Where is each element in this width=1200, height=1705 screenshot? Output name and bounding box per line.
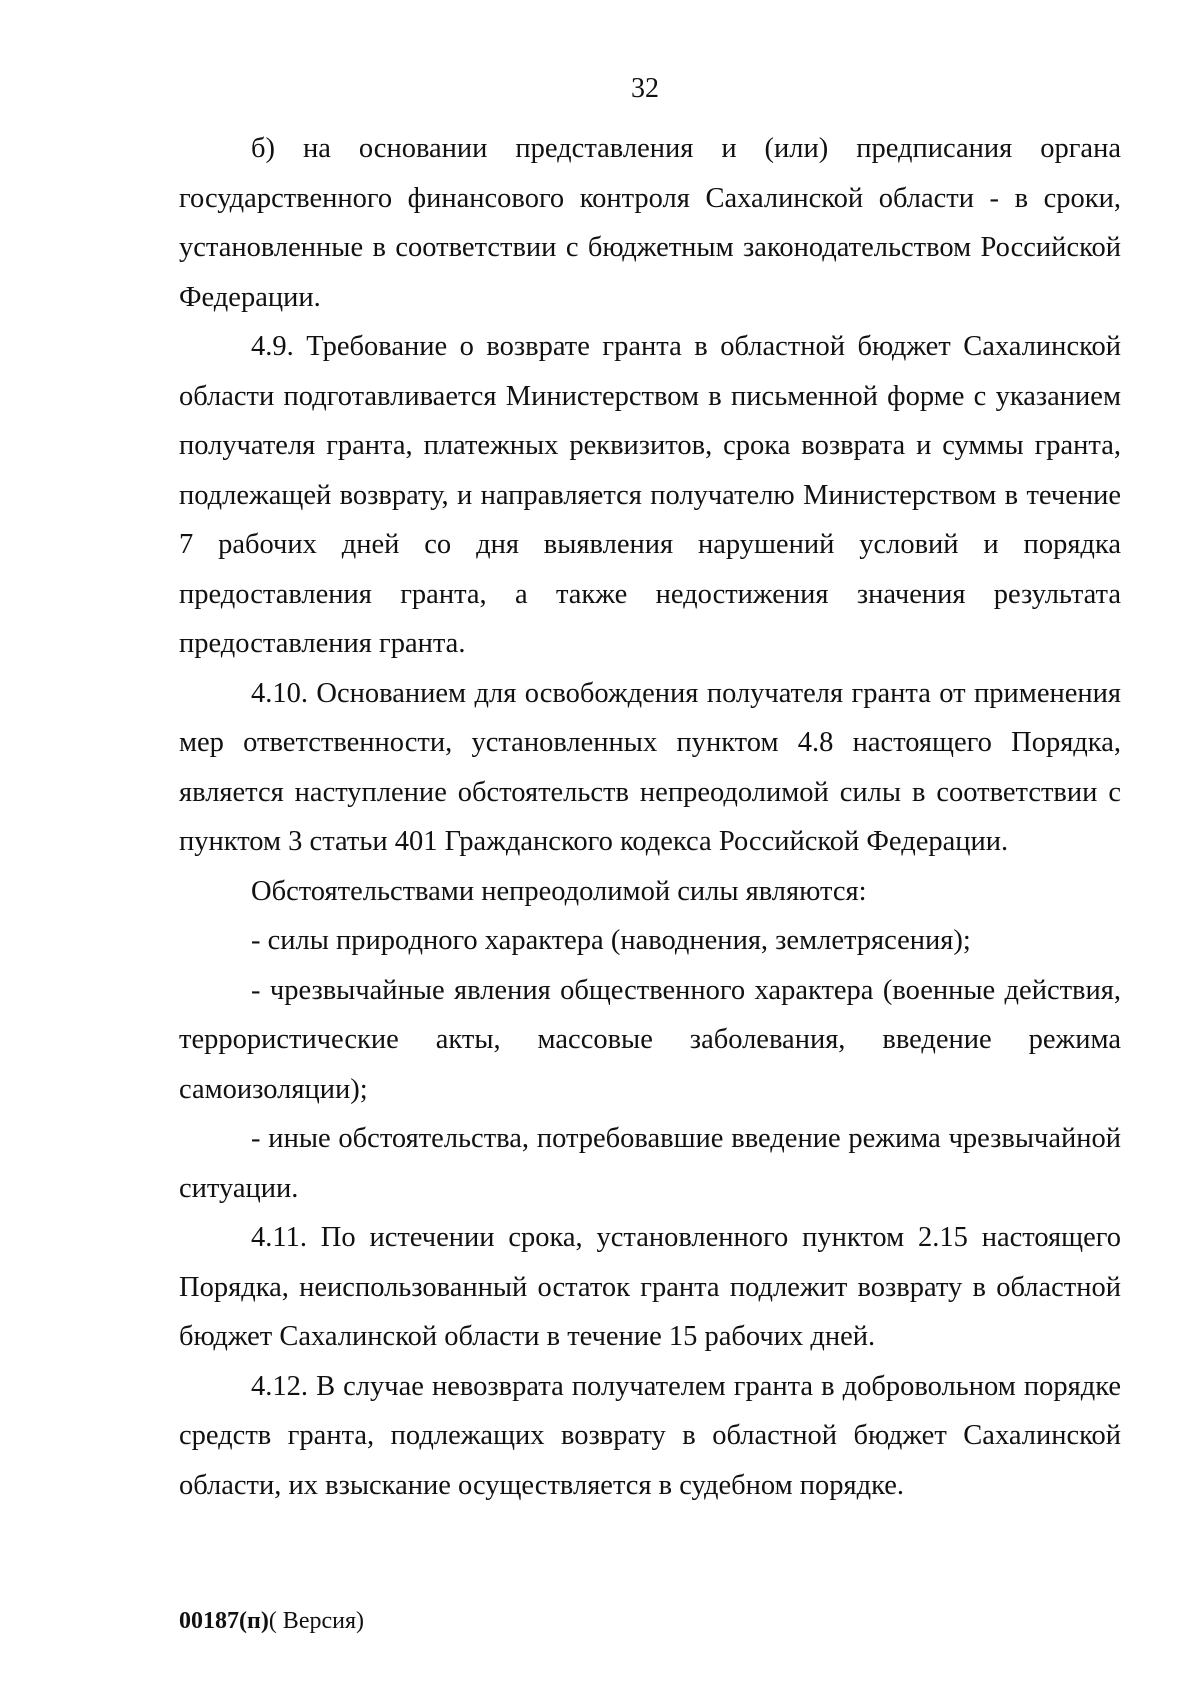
page-number: 32 (631, 73, 659, 104)
paragraph-force-majeure-intro: Обстоятельствами непреодолимой силы являются: (251, 875, 867, 907)
footer-version: ( Версия) (268, 1608, 364, 1634)
paragraph-4-10: 4.10. Основанием для освобождения получателя гранта от применения мер ответственности, установленных пунктом 4.8 настоящего Порядка, является наступление обстоятельств непреодолимой силы в соответствии с пунктом 3 статьи 401 Гражданского кодекса Российской Федерации. (179, 677, 1121, 857)
paragraph-b: б) на основании представления и (или) предписания органа государственного финансового контроля Сахалинской области - в сроки, установленные в соответствии с бюджетным законодательством Российской Федерации. (179, 133, 1121, 313)
paragraph-4-9: 4.9. Требование о возврате гранта в областной бюджет Сахалинской области подготавливается Министерством в письменной форме с указанием получателя гранта, платежных реквизитов, срока возврата и суммы гранта, подлежащей возврату, и направляется получателю Министерством в течение 7 рабочих дней со дня выявления нарушений условий и порядка предоставления гранта, а также недостижения значения результата предоставления гранта. (179, 331, 1121, 659)
document-footer (179, 1606, 364, 1636)
document-body (179, 124, 1121, 1510)
list-item-other: - иные обстоятельства, потребовавшие введение режима чрезвычайной ситуации. (179, 1123, 1121, 1204)
footer-code: 00187(п) (179, 1608, 269, 1634)
list-item-social: - чрезвычайные явления общественного характера (военные действия, террористические акты, массовые заболевания, введение режима самоизоляции); (179, 974, 1121, 1105)
paragraph-4-11: 4.11. По истечении срока, установленного пунктом 2.15 настоящего Порядка, неиспользованный остаток гранта подлежит возврату в областной бюджет Сахалинской области в течение 15 рабочих дней. (179, 1222, 1121, 1352)
list-item-natural: - силы природного характера (наводнения, землетрясения); (251, 925, 971, 956)
paragraph-4-12: 4.12. В случае невозврата получателем гранта в добровольном порядке средств гранта, подлежащих возврату в областной бюджет Сахалинской области, их взыскание осуществляется в судебном порядке. (179, 1370, 1121, 1501)
